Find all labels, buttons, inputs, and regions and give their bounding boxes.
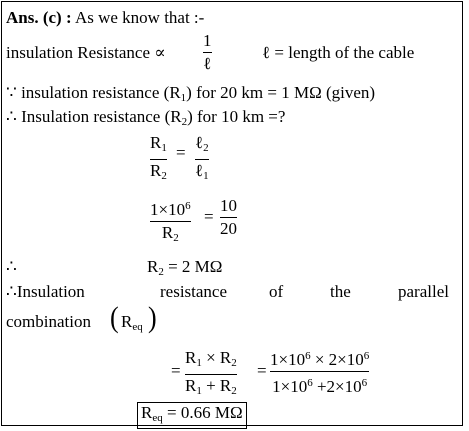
- ratio-10-20: 10 20: [220, 196, 237, 238]
- ratio-r1-r2: $R_1$ $R_2$: [150, 133, 167, 182]
- final-result-box: $R_{eq} = 0.66$ MΩ: [137, 402, 247, 429]
- answer-heading: Ans. (c) : As we know that :-: [6, 8, 205, 27]
- ratio-1e6-r2: $1\times 10^6$ $R_2$: [150, 200, 191, 244]
- length-definition: ℓ = length of the cable: [262, 43, 415, 62]
- one-over-length-fraction: 1 ℓ: [203, 31, 212, 73]
- word-parallel: parallel: [398, 282, 449, 301]
- equals-sign: =: [257, 361, 267, 380]
- therefore-symbol: ∴: [6, 257, 17, 276]
- given-statement: ∵ insulation resistance $(R_1)$ for 20 km = 1 MΩ (given): [6, 83, 376, 104]
- parallel-formula-fraction: $R_1 \times R_2$ $R_1 + R_2$: [185, 348, 237, 397]
- open-paren: (: [110, 300, 119, 335]
- word-of: of: [269, 282, 284, 301]
- equals-sign: =: [204, 207, 214, 226]
- word-the: the: [330, 282, 351, 301]
- r2-result: $R_2 = 2$ MΩ: [147, 257, 223, 278]
- equals-sign: =: [176, 143, 186, 162]
- equals-sign: =: [171, 361, 181, 380]
- req-symbol: $R_{eq}$: [121, 312, 143, 333]
- ratio-l2-l1: ℓ$_2$ ℓ$_1$: [195, 133, 209, 182]
- word-insulation: ∴Insulation: [6, 282, 85, 301]
- word-resistance: resistance: [160, 282, 228, 301]
- question-statement: ∴ Insulation resistance $(R_2)$ for 10 km =?: [6, 107, 286, 128]
- close-paren: ): [148, 300, 157, 335]
- numeric-substitution-fraction: $1\times 10^6 \times 2\times 10^6$ $1\times 10^6 +2\times 10^6$: [270, 350, 370, 396]
- combination-label: combination: [6, 312, 91, 331]
- proportionality-statement: insulation Resistance ∝: [6, 43, 166, 62]
